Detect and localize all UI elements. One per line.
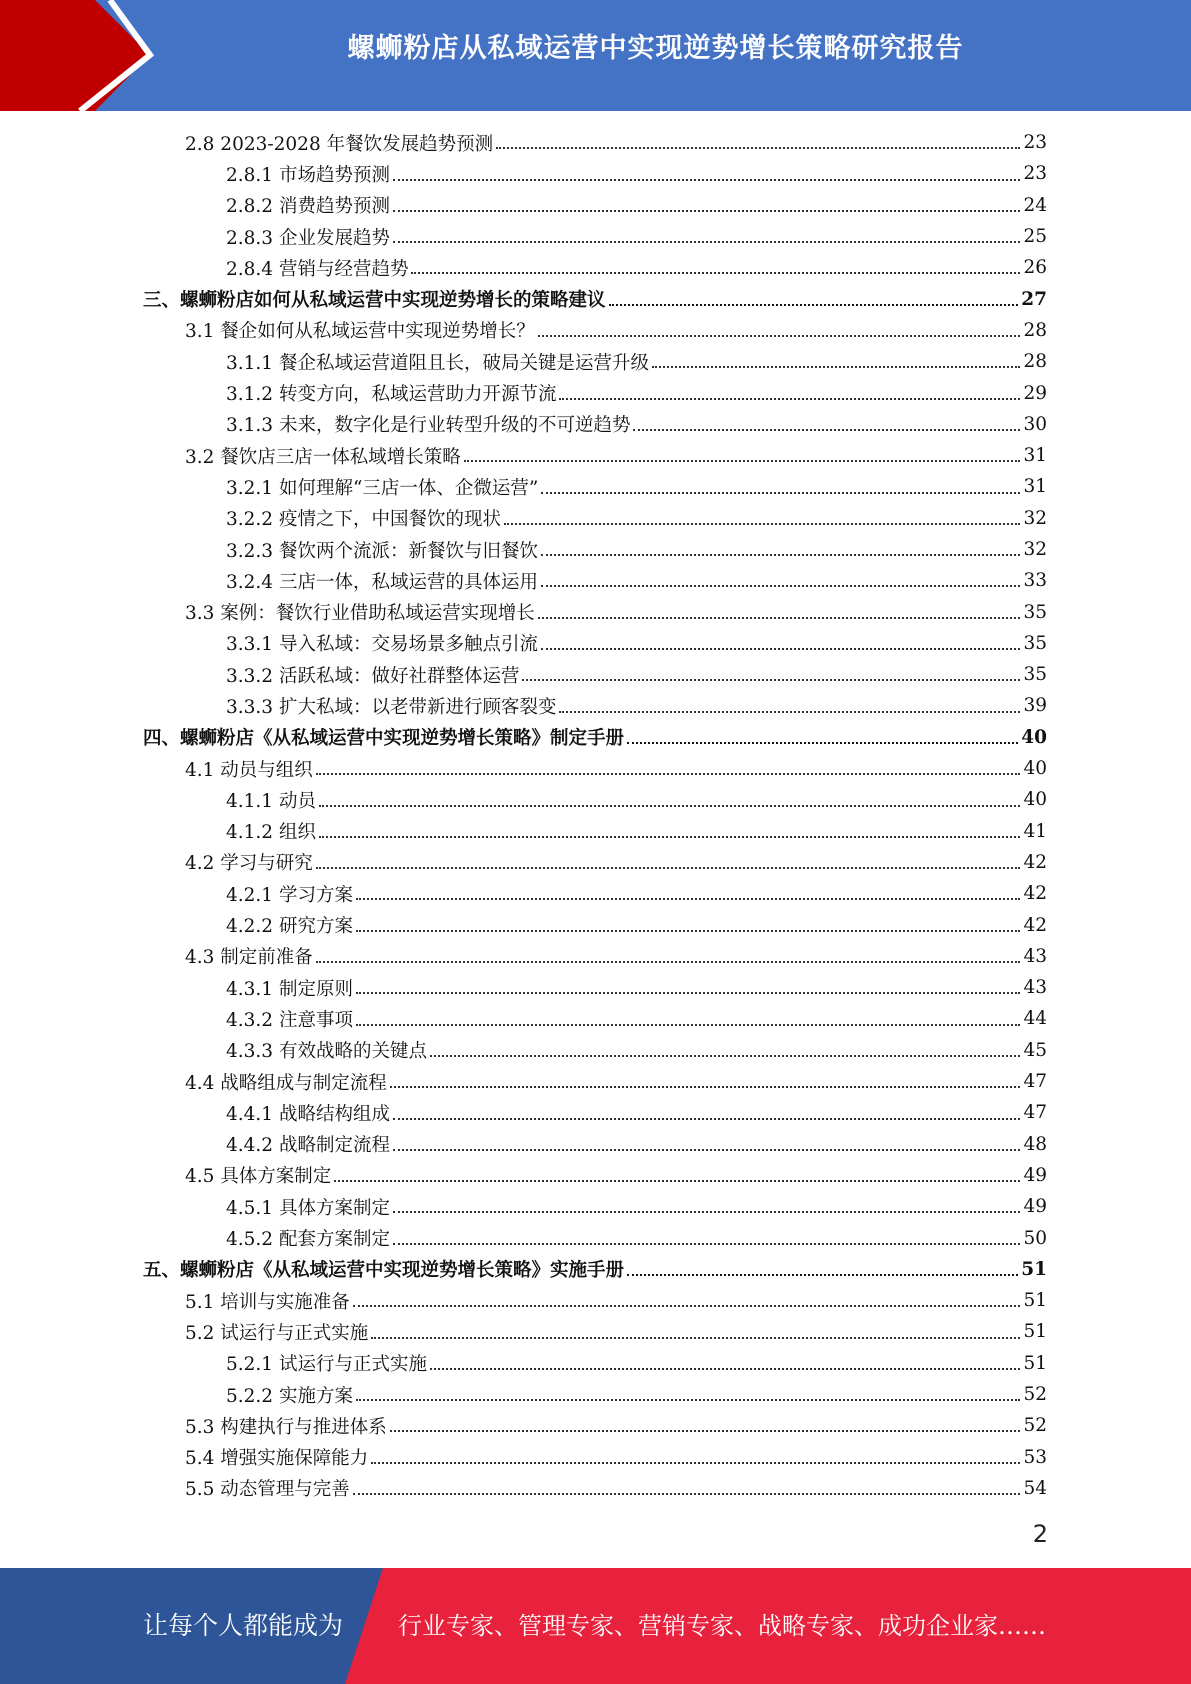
toc-dot-leader [411,271,1020,274]
toc-subsection-entry[interactable] [143,784,1047,815]
toc-dot-leader [334,1179,1020,1182]
toc-entry-page: 26 [1023,257,1047,279]
toc-subsection-entry[interactable] [143,221,1047,252]
toc-subsection-entry[interactable] [143,471,1047,502]
toc-dot-leader [522,678,1020,681]
toc-dot-leader [316,960,1021,963]
toc-section-entry[interactable] [143,847,1047,878]
toc-entry-label: 3.2 餐饮店三店一体私域增长策略 [185,446,461,468]
toc-entry-label: 4.2.2 研究方案 [226,916,353,938]
page-footer [0,1568,1191,1684]
toc-entry-page: 47 [1023,1071,1047,1093]
toc-entry-page: 23 [1023,132,1047,154]
toc-entry-label: 5.5 动态管理与完善 [185,1479,350,1501]
toc-subsection-entry[interactable] [143,377,1047,408]
toc-entry-label: 4.5.2 配套方案制定 [226,1229,390,1251]
toc-entry-page: 41 [1023,820,1047,842]
toc-subsection-entry[interactable] [143,1348,1047,1379]
toc-entry-page: 51 [1023,1352,1047,1374]
toc-dot-leader [356,929,1021,932]
toc-entry-label: 3.3.1 导入私域：交易场景多触点引流 [226,634,538,656]
toc-subsection-entry[interactable] [143,158,1047,189]
toc-entry-page: 32 [1023,539,1047,560]
toc-subsection-entry[interactable] [143,690,1047,721]
toc-entry-label: 4.4.2 战略制定流程 [226,1135,390,1157]
toc-entry-label: 3.3.3 扩大私域：以老带新进行顾客裂变 [226,696,557,718]
toc-dot-leader [356,1398,1021,1401]
toc-entry-label: 3.3 案例：餐饮行业借助私域运营实现增长 [185,603,535,625]
toc-entry-page: 52 [1023,1384,1047,1406]
toc-subsection-entry[interactable] [143,1379,1047,1410]
toc-chapter-entry[interactable] [143,283,1047,314]
toc-entry-label: 2.8.3 企业发展趋势 [226,227,390,249]
toc-entry-label: 4.4.1 战略结构组成 [226,1103,390,1125]
toc-dot-leader [496,146,1020,149]
toc-entry-label: 2.8.4 营销与经营趋势 [226,258,409,280]
toc-subsection-entry[interactable] [143,972,1047,1003]
footer-slogan-right: 行业专家、管理专家、营销专家、战略专家、成功企业家…… [398,1612,1046,1640]
toc-entry-page: 29 [1023,382,1047,404]
toc-subsection-entry[interactable] [143,1129,1047,1160]
toc-section-entry[interactable] [143,1285,1047,1316]
toc-entry-label: 4.3.3 有效战略的关键点 [226,1041,427,1063]
page-number: 2 [1032,1520,1048,1548]
toc-subsection-entry[interactable] [143,565,1047,596]
toc-dot-leader [559,710,1020,713]
toc-subsection-entry[interactable] [143,534,1047,565]
toc-entry-label: 5.4 增强实施保障能力 [185,1448,369,1470]
toc-section-entry[interactable] [143,1410,1047,1441]
toc-entry-page: 52 [1023,1415,1047,1437]
toc-dot-leader [393,178,1020,181]
page-header [0,0,1191,111]
toc-entry-page: 48 [1023,1133,1047,1155]
toc-entry-label: 4.1.2 组织 [226,822,316,844]
toc-entry-page: 42 [1023,851,1047,873]
toc-entry-label: 4.4 战略组成与制定流程 [185,1072,387,1094]
toc-dot-leader [430,1367,1020,1370]
toc-entry-label: 五、螺蛳粉店《从私域运营中实现逆势增长策略》实施手册 [143,1260,625,1282]
toc-subsection-entry[interactable] [143,816,1047,847]
toc-dot-leader [390,1085,1021,1088]
toc-entry-label: 3.1.1 餐企私域运营道阻且长，破局关键是运营升级 [226,352,649,374]
toc-dot-leader [538,334,1021,337]
toc-dot-leader [652,365,1020,368]
toc-dot-leader [393,1242,1020,1245]
toc-entry-page: 24 [1023,194,1047,216]
toc-dot-leader [319,835,1021,838]
toc-subsection-entry[interactable] [143,503,1047,534]
toc-section-entry[interactable] [143,1473,1047,1504]
toc-entry-label: 2.8 2023-2028 年餐饮发展趋势预测 [185,133,494,155]
toc-entry-page: 28 [1023,319,1047,341]
toc-entry-label: 3.2.2 疫情之下，中国餐饮的现状 [226,509,501,531]
toc-dot-leader [633,428,1020,431]
toc-dot-leader [319,804,1021,807]
toc-section-entry[interactable] [143,440,1047,471]
document-title: 螺蛳粉店从私域运营中实现逆势增长策略研究报告 [347,33,964,64]
toc-entry-page: 47 [1023,1102,1047,1124]
toc-section-entry[interactable] [143,941,1047,972]
toc-entry-page: 33 [1023,570,1047,592]
toc-subsection-entry[interactable] [143,252,1047,283]
toc-section-entry[interactable] [143,127,1047,158]
toc-subsection-entry[interactable] [143,346,1047,377]
toc-entry-label: 4.2 学习与研究 [185,853,313,875]
toc-entry-page: 51 [1021,1258,1047,1280]
toc-entry-label: 5.2.1 试运行与正式实施 [226,1354,427,1376]
toc-entry-page: 35 [1023,632,1047,654]
toc-entry-label: 4.3 制定前准备 [185,947,313,969]
toc-section-entry[interactable] [143,753,1047,784]
toc-chapter-entry[interactable] [143,1254,1047,1285]
toc-entry-page: 43 [1023,977,1047,999]
toc-subsection-entry[interactable] [143,1003,1047,1034]
toc-entry-page: 43 [1023,945,1047,967]
toc-entry-page: 35 [1023,664,1047,686]
toc-chapter-entry[interactable] [143,722,1047,753]
toc-entry-page: 50 [1023,1227,1047,1249]
toc-dot-leader [393,209,1020,212]
toc-entry-page: 30 [1023,413,1047,435]
toc-dot-leader [393,1117,1020,1120]
toc-entry-label: 4.1.1 动员 [226,790,316,812]
toc-entry-page: 40 [1021,726,1047,748]
toc-dot-leader [353,1492,1021,1495]
toc-entry-page: 42 [1023,883,1047,905]
toc-dot-leader [627,741,1018,744]
toc-dot-leader [559,397,1020,400]
toc-dot-leader [538,616,1021,619]
toc-subsection-entry[interactable] [143,878,1047,909]
toc-entry-page: 40 [1023,758,1047,780]
toc-dot-leader [371,1336,1020,1339]
toc-dot-leader [430,1054,1020,1057]
toc-section-entry[interactable] [143,315,1047,346]
toc-dot-leader [541,584,1020,587]
toc-subsection-entry[interactable] [143,1222,1047,1253]
toc-entry-label: 5.3 构建执行与推进体系 [185,1416,387,1438]
toc-entry-page: 31 [1023,445,1047,467]
toc-entry-label: 4.2.1 学习方案 [226,884,353,906]
toc-entry-page: 23 [1023,163,1047,185]
toc-subsection-entry[interactable] [143,659,1047,690]
footer-slogan-left: 让每个人都能成为 [143,1611,344,1640]
toc-subsection-entry[interactable] [143,190,1047,221]
toc-dot-leader [353,1304,1021,1307]
toc-entry-label: 5.1 培训与实施准备 [185,1291,350,1313]
toc-dot-leader [316,772,1021,775]
toc-entry-label: 2.8.1 市场趋势预测 [226,164,390,186]
toc-entry-page: 27 [1021,288,1047,310]
toc-entry-page: 51 [1023,1290,1047,1312]
toc-dot-leader [371,1461,1020,1464]
toc-entry-label: 4.3.2 注意事项 [226,1009,353,1031]
toc-entry-page: 53 [1023,1446,1047,1468]
toc-entry-label: 2.8.2 消费趋势预测 [226,196,390,218]
table-of-contents [143,127,1047,1504]
toc-entry-page: 44 [1023,1008,1047,1030]
toc-dot-leader [541,491,1020,494]
header-red-arrow [0,0,150,111]
toc-subsection-entry[interactable] [143,909,1047,940]
toc-dot-leader [316,866,1021,869]
toc-dot-leader [504,522,1020,525]
toc-dot-leader [393,1148,1020,1151]
toc-dot-leader [356,1023,1021,1026]
toc-entry-page: 28 [1023,351,1047,373]
toc-dot-leader [356,897,1021,900]
toc-entry-page: 39 [1023,695,1047,717]
toc-dot-leader [627,1273,1018,1276]
toc-entry-label: 四、螺蛳粉店《从私域运营中实现逆势增长策略》制定手册 [143,728,625,750]
toc-entry-page: 49 [1023,1164,1047,1186]
toc-entry-label: 3.2.4 三店一体，私域运营的具体运用 [226,571,538,593]
toc-entry-page: 49 [1023,1196,1047,1218]
toc-entry-label: 3.1.2 转变方向，私域运营助力开源节流 [226,384,557,406]
toc-entry-label: 三、螺蛳粉店如何从私域运营中实现逆势增长的策略建议 [143,290,606,312]
toc-section-entry[interactable] [143,1160,1047,1191]
toc-dot-leader [541,647,1020,650]
toc-subsection-entry[interactable] [143,628,1047,659]
toc-section-entry[interactable] [143,1441,1047,1472]
toc-subsection-entry[interactable] [143,1191,1047,1222]
toc-section-entry[interactable] [143,1316,1047,1347]
toc-entry-label: 3.2.3 餐饮两个流派：新餐饮与旧餐饮 [226,540,538,562]
toc-subsection-entry[interactable] [143,1035,1047,1066]
toc-dot-leader [541,553,1020,556]
toc-entry-label: 3.3.2 活跃私域：做好社群整体运营 [226,665,520,687]
toc-entry-page: 51 [1023,1321,1047,1343]
toc-dot-leader [464,459,1021,462]
toc-entry-page: 35 [1023,601,1047,623]
toc-entry-label: 3.2.1 如何理解“三店一体、企微运营” [226,477,539,499]
toc-section-entry[interactable] [143,1066,1047,1097]
toc-entry-label: 5.2 试运行与正式实施 [185,1322,369,1344]
toc-entry-page: 45 [1023,1039,1047,1061]
toc-entry-page: 32 [1023,507,1047,529]
toc-entry-label: 4.1 动员与组织 [185,759,313,781]
toc-dot-leader [609,303,1019,306]
toc-entry-page: 54 [1023,1477,1047,1499]
toc-entry-label: 3.1 餐企如何从私域运营中实现逆势增长？ [185,321,535,343]
toc-entry-page: 40 [1023,789,1047,811]
toc-entry-page: 31 [1023,476,1047,498]
toc-dot-leader [393,1210,1020,1213]
toc-dot-leader [356,991,1021,994]
toc-entry-label: 4.5 具体方案制定 [185,1166,332,1188]
toc-entry-label: 5.2.2 实施方案 [226,1385,353,1407]
toc-subsection-entry[interactable] [143,1097,1047,1128]
toc-entry-page: 42 [1023,914,1047,936]
toc-entry-page: 25 [1023,226,1047,248]
toc-entry-label: 4.3.1 制定原则 [226,978,353,1000]
toc-dot-leader [390,1429,1021,1432]
toc-section-entry[interactable] [143,596,1047,627]
toc-entry-label: 3.1.3 未来，数字化是行业转型升级的不可逆趋势 [226,415,631,437]
toc-entry-label: 4.5.1 具体方案制定 [226,1197,390,1219]
toc-subsection-entry[interactable] [143,409,1047,440]
toc-dot-leader [393,240,1020,243]
